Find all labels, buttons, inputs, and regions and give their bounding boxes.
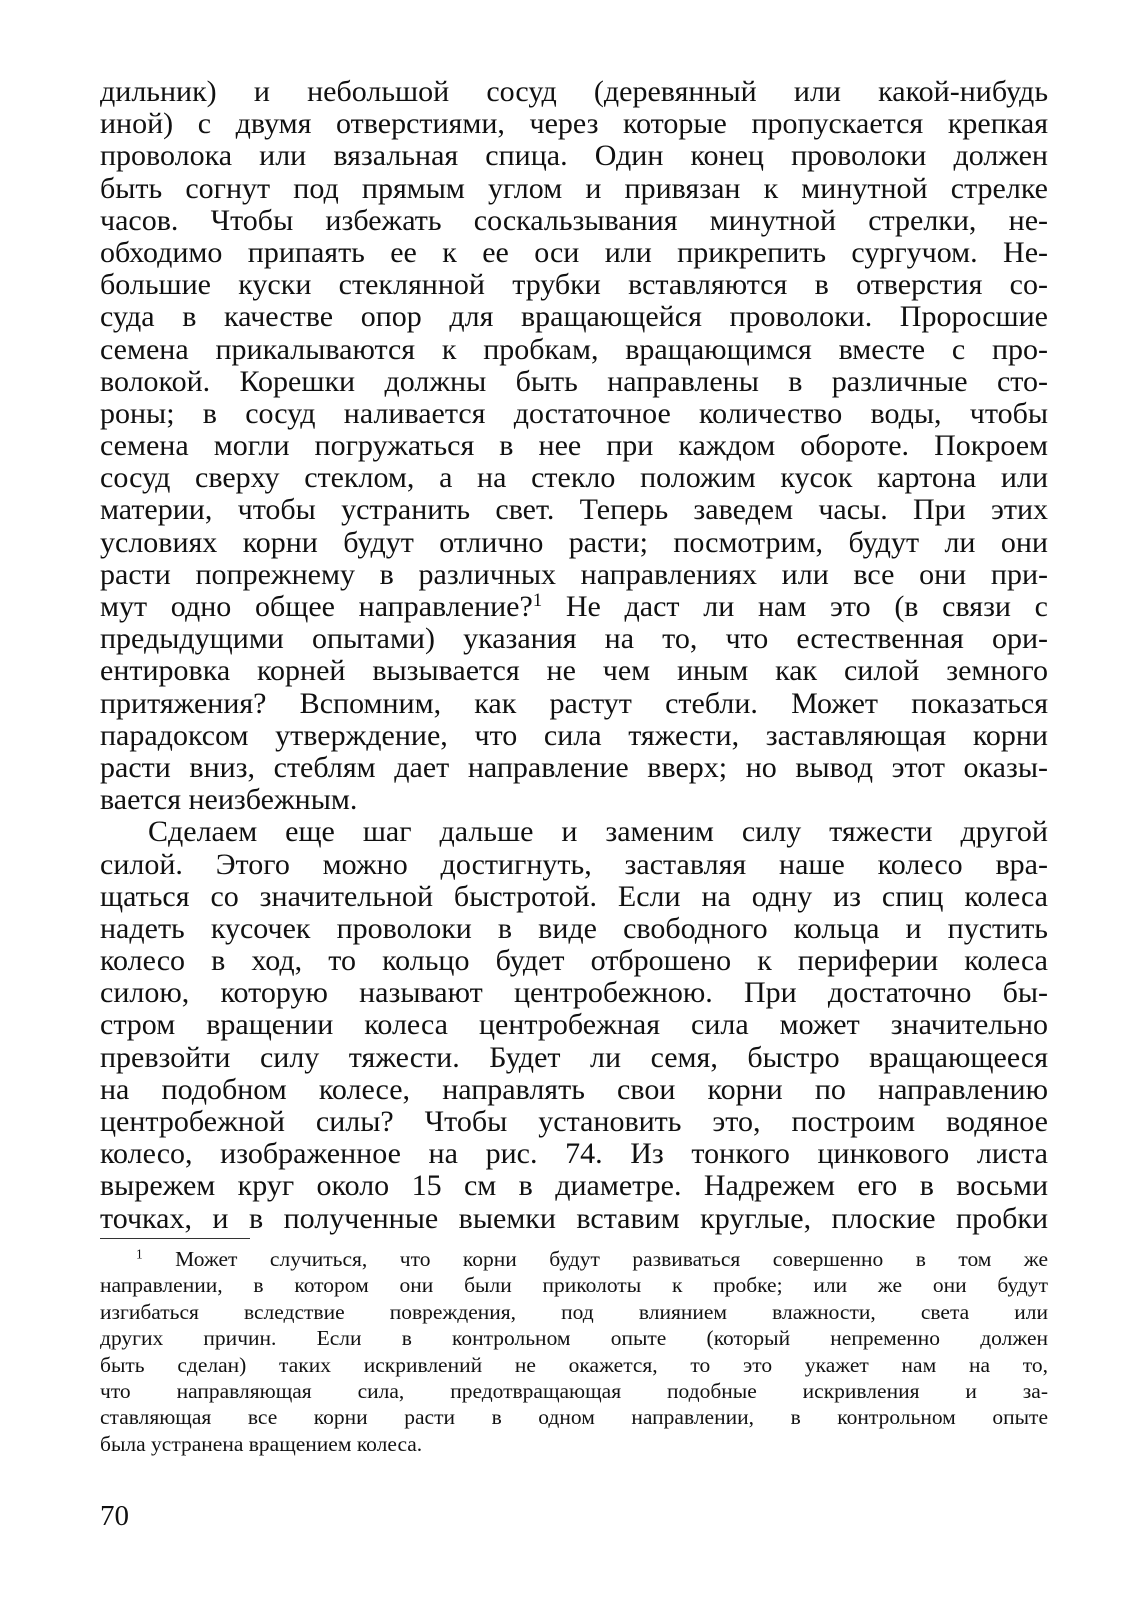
text-line: щаться со значительной быстротой. Если на одну из спиц колеса <box>100 879 1048 913</box>
text-line: иной) с двумя отверстиями, через которые пропускается крепкая <box>100 107 1048 141</box>
text-line: роны; в сосуд наливается достаточное количество воды, чтобы <box>100 396 1048 430</box>
text-line: условиях корни будут отлично расти; посмотрим, будут ли они <box>100 525 1048 559</box>
footnote-first-line <box>100 1246 1048 1272</box>
text-line: превзойти силу тяжести. Будет ли семя, быстро вращающееся <box>100 1040 1048 1074</box>
text-line: центробежной силы? Чтобы установить это, построим водяное <box>100 1105 1048 1138</box>
text-line: семена прикалываются к пробкам, вращающимся вместе с про- <box>100 332 1048 366</box>
text-fragment: Может случиться, что корни будут развиваться совершенно в том же <box>142 1247 1048 1271</box>
text-line: вырежем круг около 15 см в диаметре. Надрежем его в восьми <box>100 1169 1048 1203</box>
text-line: парадоксом утверждение, что сила тяжести, заставляющая корни <box>100 718 1048 752</box>
footnote-line: ставляющая все корни расти в одном направлении, в контрольном опыте <box>100 1405 1048 1430</box>
text-line: точках, и в полученные выемки вставим круглые, плоские пробки <box>100 1201 1048 1235</box>
footnote-line: изгибаться вследствие повреждения, под влиянием влажности, света или <box>100 1299 1048 1324</box>
text-line: большие куски стеклянной трубки вставляются в отверстия со- <box>100 268 1048 302</box>
text-line: суда в качестве опор для вращающейся проволоки. Проросшие <box>100 300 1048 334</box>
footnote-line: других причин. Если в контрольном опыте (который непременно должен <box>100 1326 1048 1351</box>
main-text <box>100 76 1048 1235</box>
text-line: расти попрежнему в различных направлениях или все они при- <box>100 557 1048 591</box>
footnote-line: направлении, в котором они были приколоты к пробке; или же они будут <box>100 1273 1048 1298</box>
text-line: материи, чтобы устранить свет. Теперь заведем часы. При этих <box>100 493 1048 527</box>
text-line: дильник) и небольшой сосуд (деревянный или какой-нибудь <box>100 75 1048 108</box>
footnote-divider <box>100 1238 250 1239</box>
text-line: притяжения? Вспомним, как растут стебли. Может показаться <box>100 686 1048 720</box>
footnote-marker: 1 <box>136 1246 143 1262</box>
text-line: вается неизбежным. <box>100 783 358 817</box>
footnote-line: что направляющая сила, предотвращающая подобные искривления и за- <box>100 1378 1048 1403</box>
text-line: семена могли погружаться в нее при каждом обороте. Покроем <box>100 429 1048 463</box>
text-line: ентировка корней вызывается не чем иным как силой земного <box>100 654 1048 688</box>
text-line: расти вниз, стеблям дает направление вверх; но вывод этот оказы- <box>100 750 1048 784</box>
text-fragment: мут одно общее направление? <box>100 590 533 623</box>
text-line-with-footnote-ref <box>100 591 1048 623</box>
text-line: быть согнут под прямым углом и привязан к минутной стрелке <box>100 171 1048 205</box>
footnote-line: быть сделан) таких искривлений не окажется, то это укажет нам на то, <box>100 1352 1048 1377</box>
text-line: надеть кусочек проволоки в виде свободного кольца и пустить <box>100 911 1048 945</box>
paragraph-first-line: Сделаем еще шаг дальше и заменим силу тяжести другой <box>148 815 1048 849</box>
page-number: 70 <box>100 1500 129 1532</box>
text-line: колесо в ход, то кольцо будет отброшено к периферии колеса <box>100 944 1048 978</box>
text-line: обходимо припаять ее к ее оси или прикрепить сургучом. Не- <box>100 235 1048 269</box>
text-line: волокой. Корешки должны быть направлены в различные сто- <box>100 364 1048 398</box>
text-line: колесо, изображенное на рис. 74. Из тонкого цинкового листа <box>100 1137 1048 1171</box>
text-line: силой. Этого можно достигнуть, заставляя наше колесо вра- <box>100 847 1048 881</box>
text-line: силою, которую называют центробежною. При достаточно бы- <box>100 976 1048 1010</box>
footnote <box>100 1246 1048 1457</box>
text-line: предыдущими опытами) указания на то, что естественная ори- <box>100 622 1048 656</box>
footnote-line: была устранена вращением колеса. <box>100 1431 423 1456</box>
text-line: проволока или вязальная спица. Один конец проволоки должен <box>100 139 1048 173</box>
text-line: часов. Чтобы избежать соскальзывания минутной стрелки, не- <box>100 203 1048 237</box>
text-line: сосуд сверху стеклом, а на стекло положим кусок картона или <box>100 461 1048 495</box>
footnote-reference: 1 <box>532 589 543 611</box>
text-line: стром вращении колеса центробежная сила может значительно <box>100 1008 1048 1042</box>
text-line: на подобном колесе, направлять свои корни по направлению <box>100 1072 1048 1106</box>
text-fragment: Не даст ли нам это (в связи с <box>542 590 1048 623</box>
